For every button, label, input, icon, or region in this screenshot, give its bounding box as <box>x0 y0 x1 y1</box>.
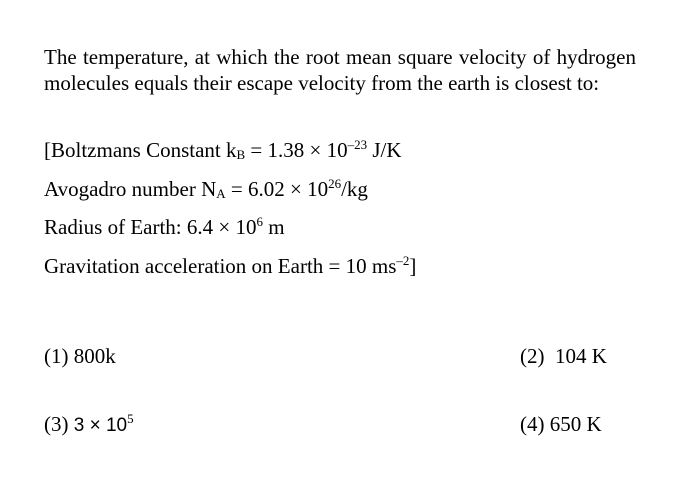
option-1 <box>44 343 116 369</box>
given-avogadro-number: Avogadro number $N_A = 6.02 \times 10^{26}/kg$ <box>44 176 368 201</box>
option-4 <box>520 411 602 437</box>
option-2 <box>520 343 607 369</box>
option-value: 104 K <box>555 344 607 368</box>
option-label: (3) <box>44 412 69 436</box>
option-value: 800k <box>73 344 116 368</box>
option-3: (3) $3 \times 10^5$ <box>44 411 134 436</box>
option-label: (2) <box>520 344 545 368</box>
given-gravitational-acceleration: Gravitation acceleration on Earth = 10 $ms^{-2}$] <box>44 253 417 278</box>
given-boltzmann-constant: [Boltzmans Constant $k_B = 1.38 \times 10^{-23}$ J/K <box>44 137 402 162</box>
given-earth-radius: Radius of Earth: $6.4 \times 10^6$ m <box>44 214 285 239</box>
option-value: 650 K <box>549 412 602 436</box>
option-value: 3 × 10 <box>73 415 128 436</box>
option-label: (4) <box>520 412 545 436</box>
option-label: (1) <box>44 344 69 368</box>
question-text: The temperature, at which the root mean square velocity of hydrogen molecules equals their escape velocity from the earth is closest to: <box>44 45 636 95</box>
